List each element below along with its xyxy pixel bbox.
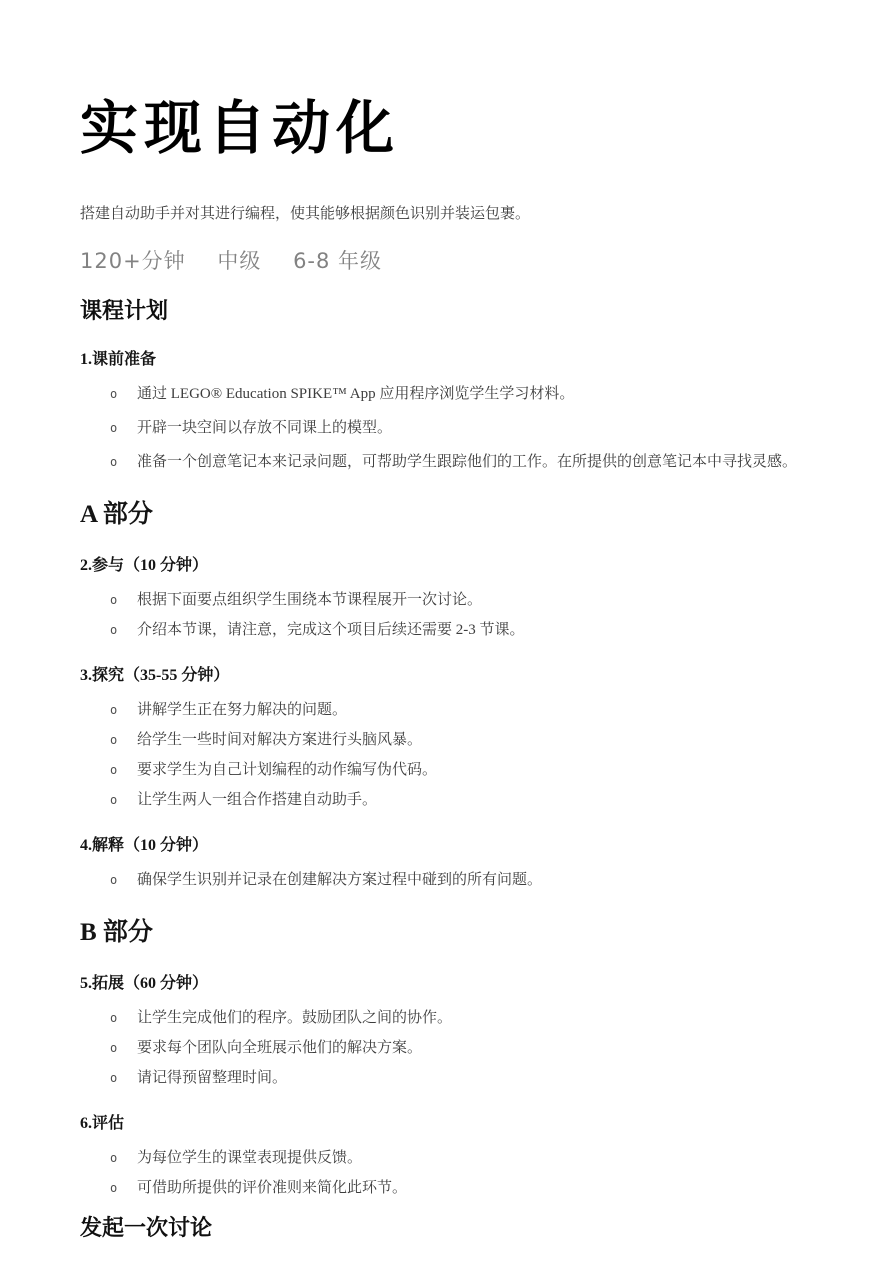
list-item-text: 给学生一些时间对解决方案进行头脑风暴。 xyxy=(137,732,423,748)
bullet-marker: o xyxy=(110,593,118,607)
list-item xyxy=(80,590,812,610)
bullet-marker: o xyxy=(110,1181,118,1195)
list-item xyxy=(80,1178,812,1198)
bullet-marker: o xyxy=(110,1011,118,1025)
explain-list xyxy=(80,870,812,890)
list-item-text: 请记得预留整理时间。 xyxy=(137,1070,288,1086)
heading-part-b: B 部分 xyxy=(80,919,153,946)
bullet-marker: o xyxy=(110,623,118,637)
heading-part-a: A 部分 xyxy=(80,501,153,528)
lesson-meta-row xyxy=(80,248,812,274)
meta-duration: 120+分钟 xyxy=(80,249,186,273)
list-item-text: 根据下面要点组织学生围绕本节课程展开一次讨论。 xyxy=(137,592,483,608)
heading-explore: 3.探究（35-55 分钟） xyxy=(80,667,230,684)
list-item xyxy=(80,384,812,404)
list-item-text: 要求每个团队向全班展示他们的解决方案。 xyxy=(137,1040,423,1056)
list-item xyxy=(80,700,812,720)
bullet-marker: o xyxy=(110,1041,118,1055)
meta-level: 中级 xyxy=(217,249,262,273)
bullet-marker: o xyxy=(110,793,118,807)
heading-explain: 4.解释（10 分钟） xyxy=(80,837,209,854)
meta-grades: 6-8 年级 xyxy=(293,249,383,273)
list-item xyxy=(80,1008,812,1028)
list-item-text: 为每位学生的课堂表现提供反馈。 xyxy=(137,1150,363,1166)
heading-start-discussion: 发起一次讨论 xyxy=(80,1215,213,1240)
bullet-marker: o xyxy=(110,763,118,777)
explore-list xyxy=(80,700,812,810)
bullet-marker: o xyxy=(110,1151,118,1165)
list-item xyxy=(80,790,812,810)
heading-evaluate: 6.评估 xyxy=(80,1115,125,1132)
list-item xyxy=(80,1038,812,1058)
list-item xyxy=(80,1068,812,1088)
evaluate-list xyxy=(80,1148,812,1198)
bullet-marker: o xyxy=(110,421,118,435)
list-item-text: 让学生完成他们的程序。鼓励团队之间的协作。 xyxy=(137,1010,453,1026)
list-item xyxy=(80,1148,812,1168)
list-item xyxy=(80,620,812,640)
list-item-text: 通过 LEGO® Education SPIKE™ App 应用程序浏览学生学习材料。 xyxy=(137,386,575,402)
elaborate-list xyxy=(80,1008,812,1088)
bullet-marker: o xyxy=(110,387,118,401)
list-item xyxy=(80,870,812,890)
list-item-text: 可借助所提供的评价准则来简化此环节。 xyxy=(137,1180,408,1196)
list-item xyxy=(80,760,812,780)
list-item-text: 准备一个创意笔记本来记录问题，可帮助学生跟踪他们的工作。在所提供的创意笔记本中寻找灵感。 xyxy=(137,454,798,470)
page-title: 实现自动化 xyxy=(80,96,401,161)
list-item xyxy=(80,730,812,750)
heading-prepare: 1.课前准备 xyxy=(80,351,157,368)
bullet-marker: o xyxy=(110,873,118,887)
prepare-list xyxy=(80,384,812,472)
engage-list xyxy=(80,590,812,640)
bullet-marker: o xyxy=(110,703,118,717)
list-item xyxy=(80,452,812,472)
bullet-marker: o xyxy=(110,733,118,747)
heading-engage: 2.参与（10 分钟） xyxy=(80,557,209,574)
list-item-text: 要求学生为自己计划编程的动作编写伪代码。 xyxy=(137,762,438,778)
heading-lesson-plan: 课程计划 xyxy=(80,298,169,323)
list-item-text: 介绍本节课，请注意，完成这个项目后续还需要 2-3 节课。 xyxy=(137,622,525,638)
list-item-text: 讲解学生正在努力解决的问题。 xyxy=(137,702,348,718)
heading-elaborate: 5.拓展（60 分钟） xyxy=(80,975,209,992)
list-item xyxy=(80,418,812,438)
list-item-text: 让学生两人一组合作搭建自动助手。 xyxy=(137,792,378,808)
list-item-text: 开辟一块空间以存放不同课上的模型。 xyxy=(137,420,393,436)
list-item-text: 确保学生识别并记录在创建解决方案过程中碰到的所有问题。 xyxy=(137,872,543,888)
bullet-marker: o xyxy=(110,1071,118,1085)
lesson-subtitle: 搭建自动助手并对其进行编程，使其能够根据颜色识别并装运包裹。 xyxy=(80,206,531,222)
bullet-marker: o xyxy=(110,455,118,469)
